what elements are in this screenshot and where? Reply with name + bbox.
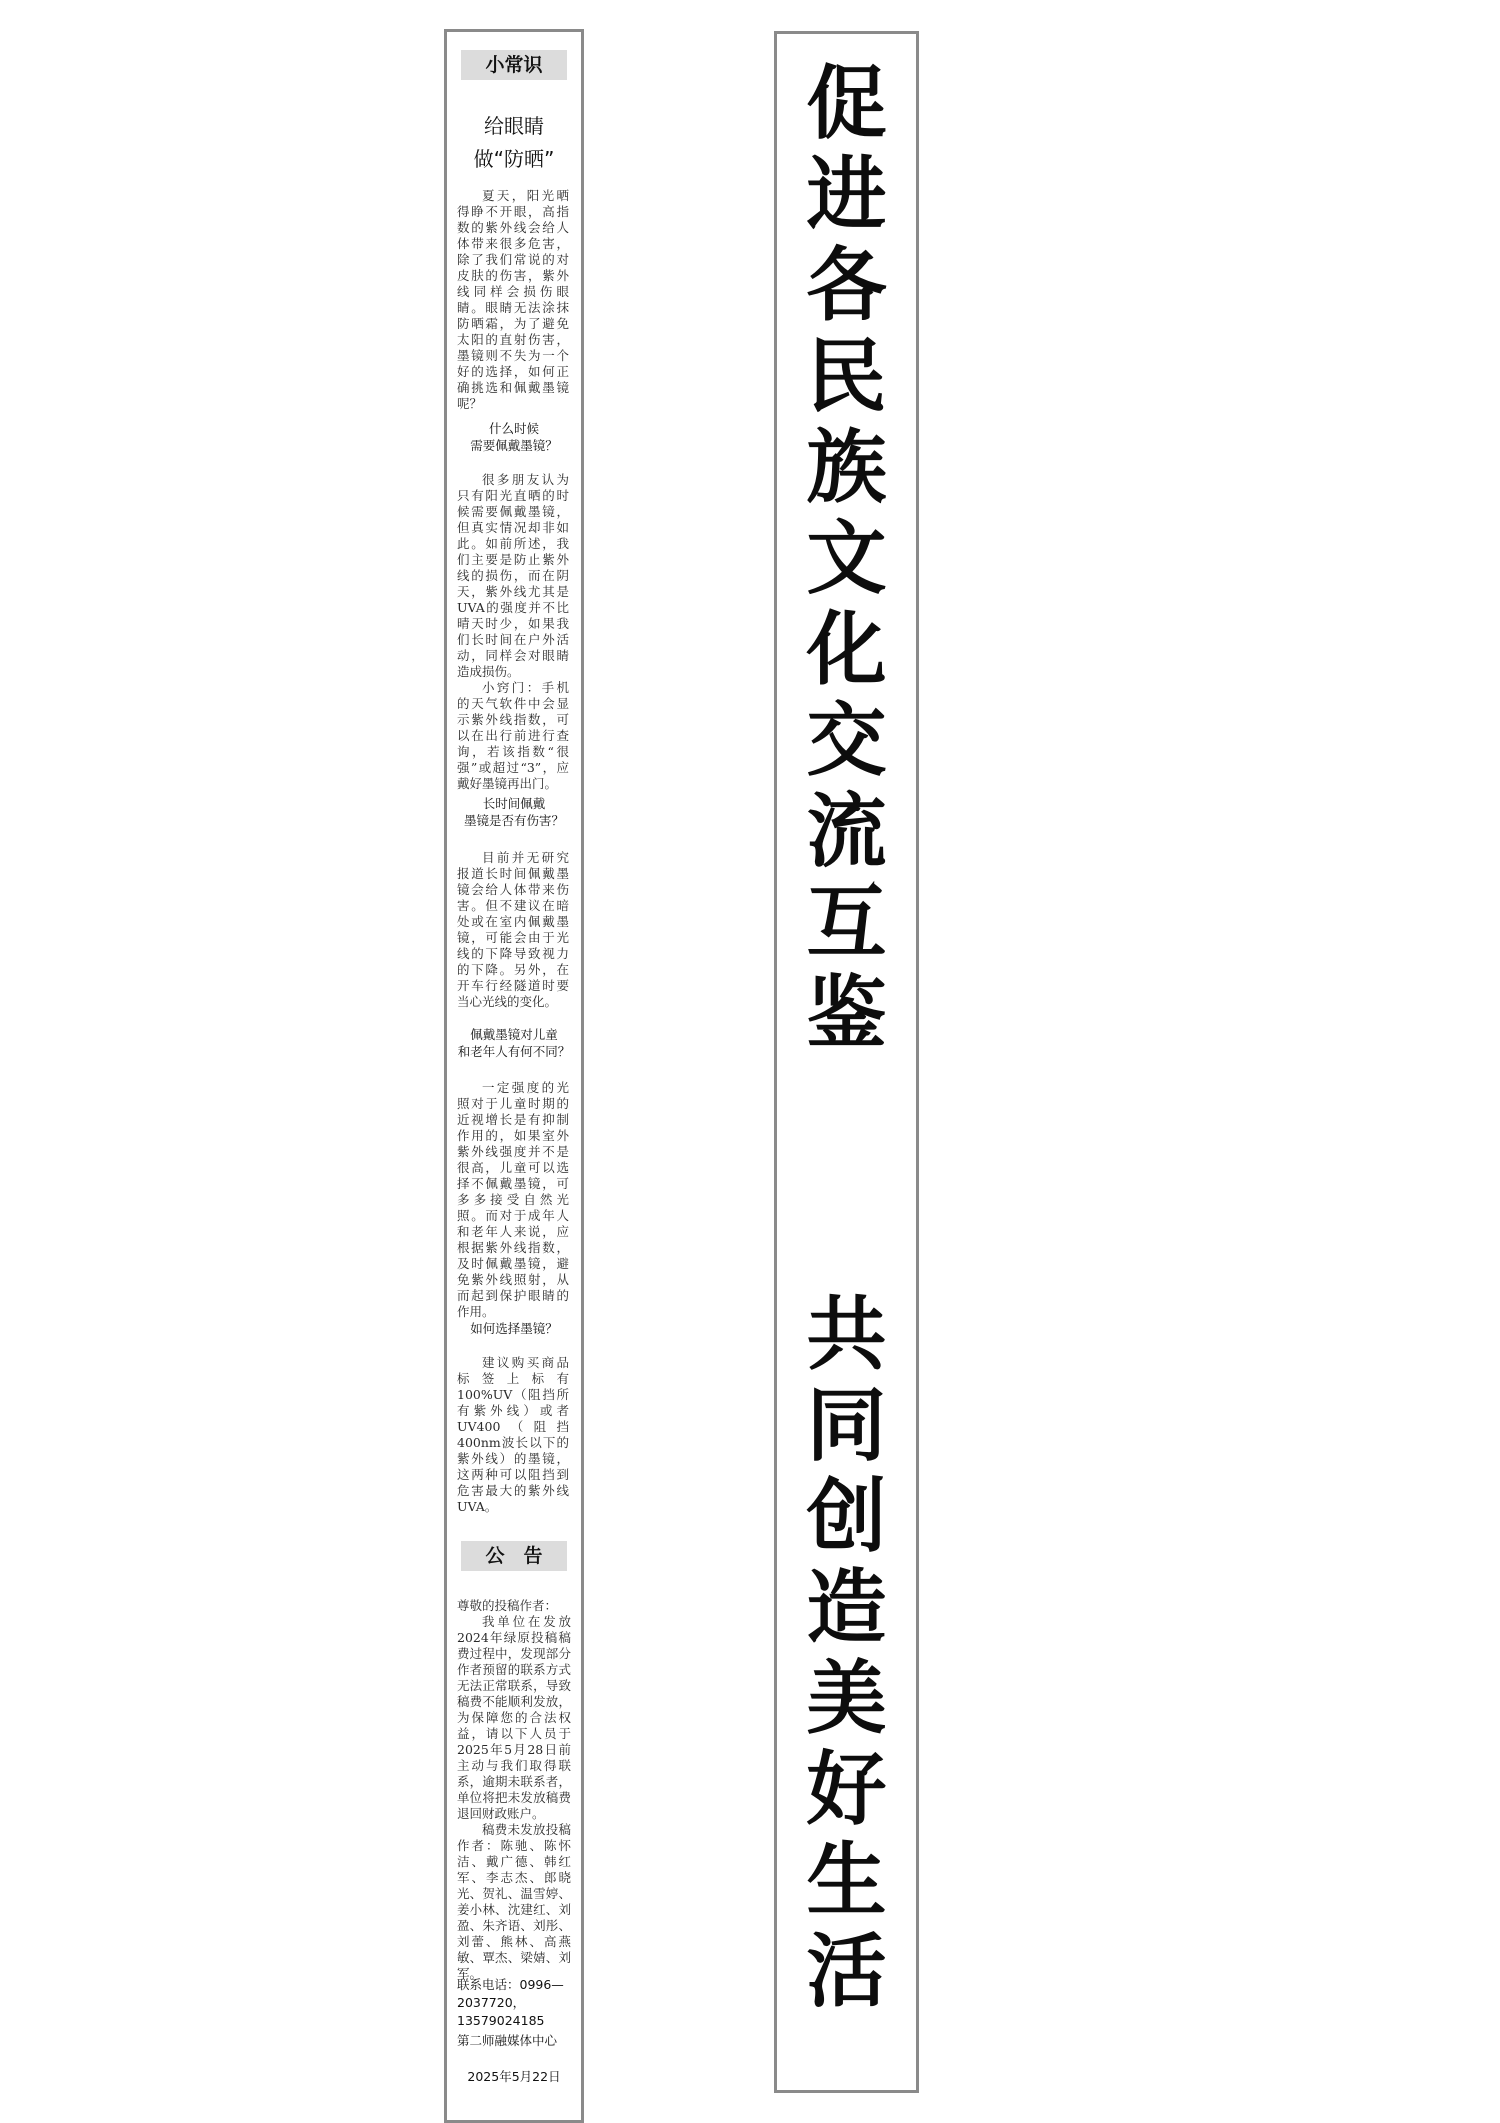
notice-label: 公 告 [461,1541,567,1571]
slogan-char: 互 [806,876,887,969]
slogan-char: 好 [806,1743,887,1836]
slogan-char: 共 [806,1288,887,1381]
subhead-3-line1: 佩戴墨镜对儿童 [470,1027,558,1042]
slogan-char: 各 [806,239,887,332]
subhead-4-line1: 如何选择墨镜？ [470,1321,558,1336]
subhead-3-line2: 和老年人有何不同？ [457,1044,571,1059]
slogan-char: 造 [806,1561,887,1654]
slogan-char: 鉴 [806,967,887,1060]
section-1-paragraph-2: 小窍门：手机的天气软件中会显示紫外线指数，可以在出行前进行查询，若该指数“很强”或超过“3”，应戴好墨镜再出门。 [457,680,569,791]
slogan-char: 流 [806,785,887,878]
subhead-1-line2: 需要佩戴墨镜？ [470,438,558,453]
section-4-body [457,1355,569,1515]
slogan-char: 促 [806,57,887,150]
slogan-char: 创 [806,1470,887,1563]
subhead-2-line2: 墨镜是否有伤害？ [463,813,564,828]
section-4-paragraph-1: 建议购买商品标签上标有100%UV（阻挡所有紫外线）或者UV400（阻挡400nm波长以下的紫外线）的墨镜，这两种可以阻挡到危害最大的紫外线UVA。 [457,1355,569,1514]
notice-contact: 联系电话：0996—2037720，13579024185 [457,1977,564,2028]
slogan-part-1 [777,58,916,1059]
section-3-body [457,1080,569,1320]
slogan-char: 交 [806,694,887,787]
slogan-char: 美 [806,1652,887,1745]
slogan-char: 生 [806,1834,887,1927]
subhead-1-line1: 什么时候 [488,421,539,436]
notice-paragraph-1: 我单位在发放2024年绿原投稿稿费过程中，发现部分作者预留的联系方式无法正常联系，导致稿费不能顺利发放，为保障您的合法权益，请以下人员于2025年5月28日前主动与我们取得联系，逾期未联系者，单位将把未发放稿费退回财政账户。 [457,1614,571,1821]
section-2-paragraph-1: 目前并无研究报道长时间佩戴墨镜会给人体带来伤害。但不建议在暗处或在室内佩戴墨镜，可能会由于光线的下降导致视力的下降。另外，在开车行经隧道时要当心光线的变化。 [457,850,569,1009]
subhead-3 [451,1026,577,1060]
notice-body [457,1598,571,1982]
slogan-char: 活 [806,1925,887,2018]
intro-paragraph: 夏天，阳光晒得睁不开眼，高指数的紫外线会给人体带来很多危害，除了我们常说的对皮肤的伤害，紫外线同样会损伤眼睛。眼睛无法涂抹防晒霜，为了避免太阳的直射伤害，墨镜则不失为一个好的选择，如何正确挑选和佩戴墨镜呢？ [457,188,569,411]
slogan-char: 进 [806,148,887,241]
section-1-body [457,472,569,792]
slogan-column [774,31,919,2093]
section-3-paragraph-1: 一定强度的光照对于儿童时期的近视增长是有抑制作用的，如果室外紫外线强度并不是很高，儿童可以选择不佩戴墨镜，可多多接受自然光照。而对于成年人和老年人来说，应根据紫外线指数，及时佩戴墨镜，避免紫外线照射，从而起到保护眼睛的作用。 [457,1080,569,1319]
slogan-char: 同 [806,1379,887,1472]
left-column [444,29,584,2123]
slogan-char: 族 [806,421,887,514]
slogan-char: 文 [806,512,887,605]
notice-date: 2025年5月22日 [467,2069,561,2084]
subhead-2 [451,795,577,829]
section-1-paragraph-1: 很多朋友认为只有阳光直晒的时候需要佩戴墨镜，但真实情况却非如此。如前所述，我们主要是防止紫外线的损伤，而在阴天，紫外线尤其是UVA的强度并不比晴天时少，如果我们长时间在户外活动，同样会对眼睛造成损伤。 [457,472,569,679]
notice-salutation: 尊敬的投稿作者： [457,1598,558,1613]
article-title-line1: 给眼睛 [484,114,544,138]
subhead-2-line1: 长时间佩戴 [482,796,546,811]
article-intro [457,188,569,412]
slogan-char: 化 [806,603,887,696]
subhead-1 [451,420,577,454]
slogan-char: 民 [806,330,887,423]
subhead-4 [451,1320,577,1337]
section-label-xiaochangshi: 小常识 [461,50,567,80]
article-title-line2: 做“防晒” [473,147,555,171]
slogan-part-2 [777,1289,916,2017]
section-2-body [457,850,569,1010]
notice-org: 第二师融媒体中心 [457,2033,558,2048]
notice-paragraph-2: 稿费未发放投稿作者：陈驰、陈怀洁、戴广德、韩红军、李志杰、郎晓光、贺礼、温雪婷、姜小林、沈建红、刘盈、朱齐语、刘彤、刘蕾、熊林、高燕敏、覃杰、梁婧、刘军。 [457,1822,571,1981]
